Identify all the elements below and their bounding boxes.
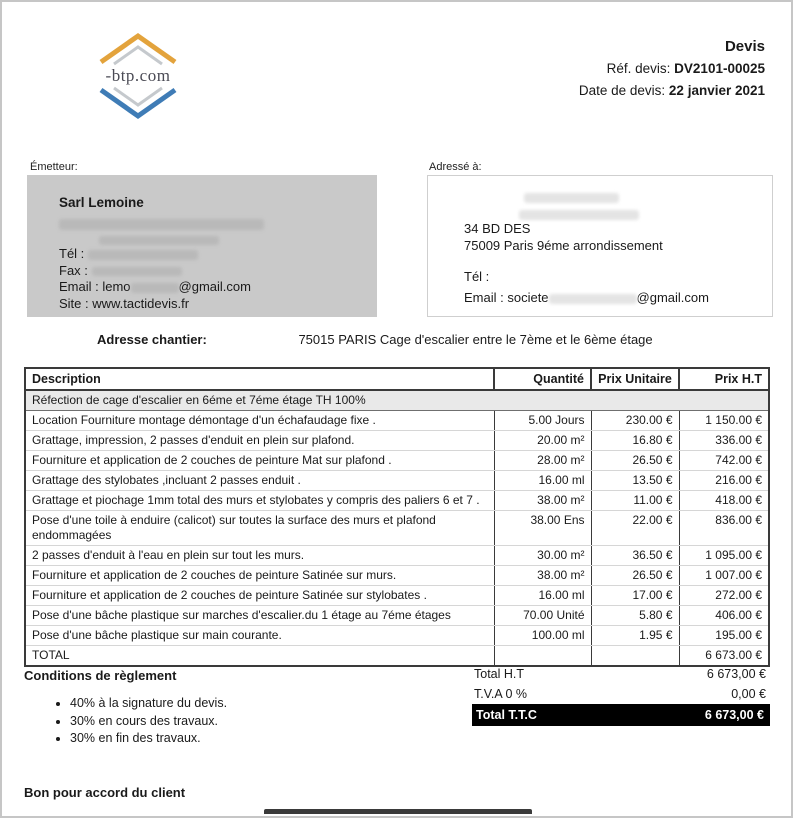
bottom-edge-bar [264, 809, 532, 814]
totals-row-label: T.V.A 0 % [474, 687, 528, 701]
item-total: 336.00 € [679, 431, 769, 451]
total-value: 6 673.00 € [679, 646, 769, 667]
company-logo [88, 28, 188, 124]
item-quantity: 20.00 m² [494, 431, 591, 451]
item-total: 1 150.00 € [679, 411, 769, 431]
item-unit-price: 5.80 € [591, 606, 679, 626]
recipient-address-line2: 75009 Paris 9éme arrondissement [464, 238, 663, 253]
totals-rows [472, 664, 770, 704]
item-quantity: 16.00 ml [494, 586, 591, 606]
item-quantity: 5.00 Jours [494, 411, 591, 431]
logo-text: -btp.com [105, 66, 171, 85]
table-row [25, 411, 769, 431]
recipient-tel-line: Tél : [464, 269, 490, 284]
item-quantity: 38.00 m² [494, 566, 591, 586]
table-row [25, 471, 769, 491]
total-label: TOTAL [32, 648, 70, 662]
recipient-address-line1: 34 BD DES [464, 221, 531, 236]
item-total: 1 095.00 € [679, 546, 769, 566]
date-label: Date de devis: [578, 83, 669, 98]
table-row [25, 566, 769, 586]
item-unit-price: 17.00 € [591, 586, 679, 606]
payment-terms-list [70, 695, 424, 748]
reference-label: Réf. devis: [606, 61, 675, 76]
item-unit-price: 13.50 € [591, 471, 679, 491]
totals-row-value: 6 673,00 € [706, 667, 766, 681]
site-address-line [24, 332, 772, 347]
item-quantity: 28.00 m² [494, 451, 591, 471]
header-unit-price: Prix Unitaire [591, 368, 679, 390]
header-description: Description [25, 368, 494, 390]
item-description: Fourniture et application de 2 couches de peinture Satinée sur stylobates . [25, 586, 494, 606]
total-qty-empty [494, 646, 591, 667]
item-total: 1 007.00 € [679, 566, 769, 586]
item-unit-price: 22.00 € [591, 511, 679, 546]
recipient-section-label: Adressé à: [429, 161, 482, 173]
items-body [25, 390, 769, 666]
item-description: Grattage et piochage 1mm total des murs et stylobates y compris des paliers 6 et 7 . [25, 491, 494, 511]
sender-site-line: Site : www.tactidevis.fr [59, 295, 190, 311]
reference-value: DV2101-00025 [674, 61, 765, 76]
payment-term-item: • 40% à la signature du devis. [70, 695, 424, 713]
logo-chevron-down-icon [95, 86, 181, 124]
item-unit-price: 26.50 € [591, 451, 679, 471]
item-description: Grattage des stylobates ,incluant 2 passes enduit . [25, 471, 494, 491]
item-quantity: 16.00 ml [494, 471, 591, 491]
site-address-value: 75015 PARIS Cage d'escalier entre le 7ème et le 6ème étage [298, 332, 653, 347]
section-title: Réfection de cage d'escalier en 6éme et 7éme étage TH 100% [25, 390, 769, 411]
item-total: 195.00 € [679, 626, 769, 646]
recipient-email-suffix: @gmail.com [636, 290, 709, 305]
sender-section-label: Émetteur: [30, 161, 78, 173]
table-total-row [25, 646, 769, 667]
item-total: 836.00 € [679, 511, 769, 546]
item-quantity: 30.00 m² [494, 546, 591, 566]
sender-email-prefix: Email : lemo [59, 279, 131, 294]
item-total: 272.00 € [679, 586, 769, 606]
sender-fax-line [59, 263, 367, 280]
item-description: Pose d'une bâche plastique sur main courante. [25, 626, 494, 646]
table-row [25, 606, 769, 626]
item-total: 742.00 € [679, 451, 769, 471]
item-unit-price: 36.50 € [591, 546, 679, 566]
total-ttc-label: Total T.T.C [476, 708, 537, 722]
item-total: 418.00 € [679, 491, 769, 511]
sender-name: Sarl Lemoine [59, 195, 144, 210]
section-row [25, 390, 769, 411]
item-total: 216.00 € [679, 471, 769, 491]
table-row [25, 586, 769, 606]
sender-redacted-address [59, 216, 367, 233]
date-value: 22 janvier 2021 [668, 83, 765, 98]
header-price-ht: Prix H.T [679, 368, 769, 390]
item-unit-price: 26.50 € [591, 566, 679, 586]
item-description: Location Fourniture montage démontage d'un échafaudage fixe . [25, 411, 494, 431]
table-row [25, 626, 769, 646]
document-title: Devis [724, 38, 765, 55]
document-header [579, 36, 765, 102]
sender-tel-line [59, 246, 367, 263]
item-total: 406.00 € [679, 606, 769, 626]
total-ttc-value: 6 673,00 € [704, 708, 764, 722]
date-line [579, 80, 765, 102]
items-table-container [24, 367, 770, 667]
payment-term-item: • 30% en cours des travaux. [70, 713, 424, 731]
item-description: Pose d'une toile à enduire (calicot) sur toutes la surface des murs et plafond endommagées [25, 511, 494, 546]
sender-tel-label: Tél : [59, 246, 85, 261]
total-unit-empty [591, 646, 679, 667]
item-quantity: 38.00 Ens [494, 511, 591, 546]
sender-fax-label: Fax : [59, 262, 88, 278]
payment-terms-title: Conditions de règlement [24, 668, 177, 683]
recipient-redacted-name2 [464, 205, 762, 220]
total-ttc-row [472, 704, 770, 726]
item-description: Pose d'une bâche plastique sur marches d'escalier.du 1 étage au 7éme étages [25, 606, 494, 626]
totals-row [472, 664, 770, 684]
table-row [25, 431, 769, 451]
item-description: Grattage, impression, 2 passes d'enduit en plein sur plafond. [25, 431, 494, 451]
item-unit-price: 16.80 € [591, 431, 679, 451]
site-address-label: Adresse chantier: [97, 332, 207, 347]
client-approval-text: Bon pour accord du client [24, 785, 186, 800]
item-unit-price: 1.95 € [591, 626, 679, 646]
sender-box [27, 175, 377, 317]
totals-block [472, 664, 770, 726]
item-quantity: 100.00 ml [494, 626, 591, 646]
table-row [25, 546, 769, 566]
item-description: Fourniture et application de 2 couches de peinture Mat sur plafond . [25, 451, 494, 471]
sender-email-suffix: @gmail.com [178, 279, 251, 294]
item-unit-price: 230.00 € [591, 411, 679, 431]
reference-line [579, 58, 765, 80]
table-row [25, 511, 769, 546]
recipient-email-line [464, 289, 762, 306]
item-quantity: 38.00 m² [494, 491, 591, 511]
header-quantity: Quantité [494, 368, 591, 390]
recipient-box [427, 175, 773, 317]
totals-row-label: Total H.T [474, 667, 525, 681]
table-row [25, 491, 769, 511]
recipient-redacted-name [464, 188, 762, 205]
sender-redacted-address2 [59, 232, 367, 246]
item-quantity: 70.00 Unité [494, 606, 591, 626]
table-row [25, 451, 769, 471]
payment-term-item: • 30% en fin des travaux. [70, 730, 424, 748]
items-table [24, 367, 770, 667]
item-description: 2 passes d'enduit à l'eau en plein sur tout les murs. [25, 546, 494, 566]
sender-email-line [59, 279, 367, 296]
item-unit-price: 11.00 € [591, 491, 679, 511]
totals-row-value: 0,00 € [731, 687, 766, 701]
totals-row [472, 684, 770, 704]
logo-chevron-up-icon [95, 28, 181, 66]
item-description: Fourniture et application de 2 couches de peinture Satinée sur murs. [25, 566, 494, 586]
recipient-email-prefix: Email : societe [464, 290, 549, 305]
payment-terms [24, 668, 424, 748]
table-header-row [25, 368, 769, 390]
